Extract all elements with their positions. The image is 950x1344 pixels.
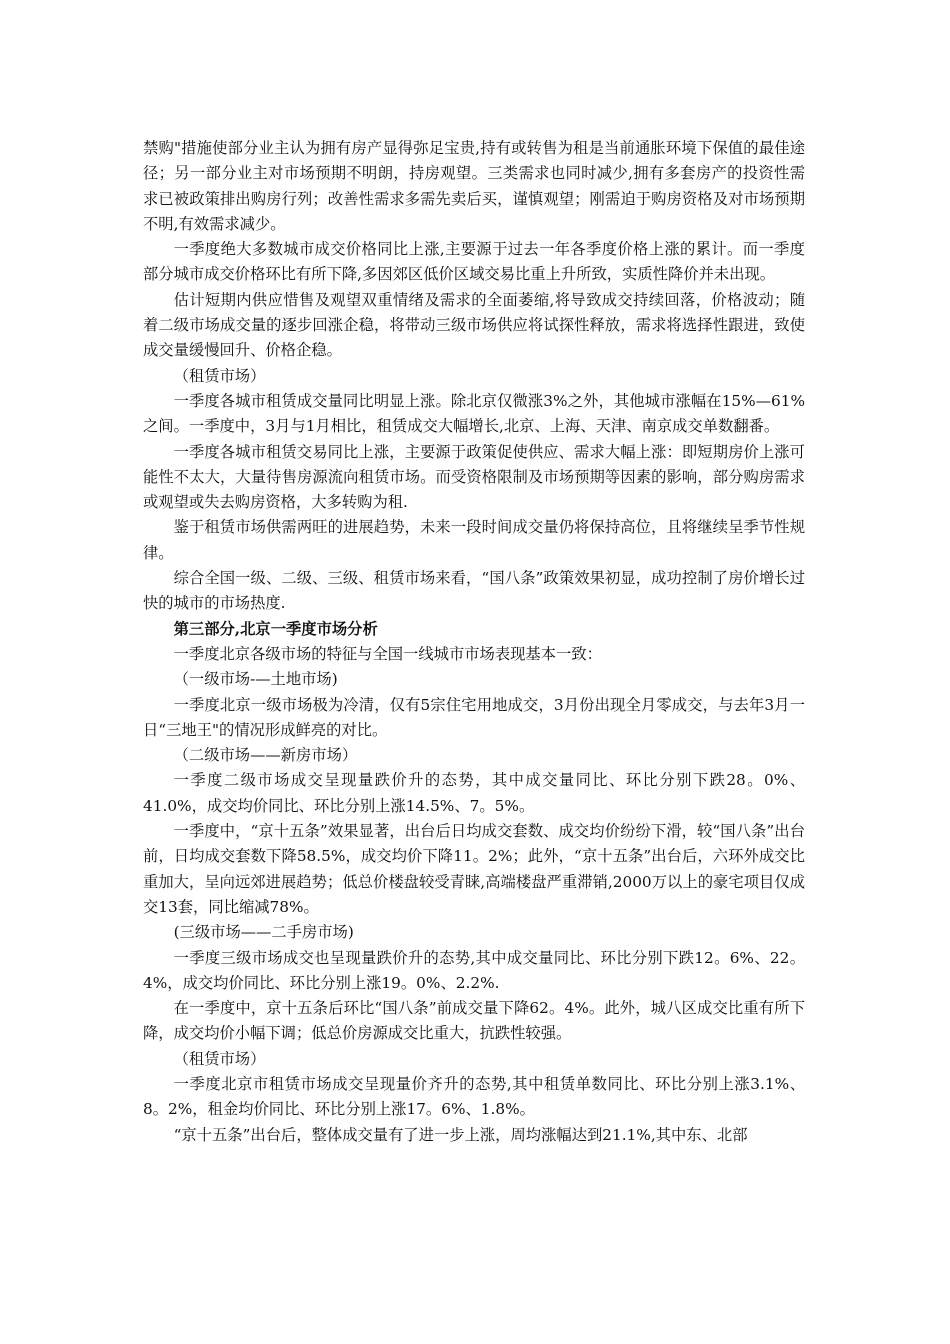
section-label-land-market: （一级市场-—土地市场) — [173, 670, 338, 689]
paragraph-purchase-restriction: 禁购"措施使部分业主认为拥有房产显得弥足宝贵,持有或转售为租是当前通胀环境下保值的最佳途径；另一部分业主对市场预期不明朗，持房观望。三类需求也同时减少,拥有多套房产的投资性需求已被政策排出购房行列；改善性需求多需先卖后买，谨慎观望；刚需迫于购房资格及对市场预期不明,有效需求减少。 — [143, 139, 805, 233]
paragraph-beijing-overview: 一季度北京各级市场的特征与全国一线城市市场表现基本一致： — [173, 644, 602, 663]
section-label-new-home-market: （二级市场——新房市场） — [173, 746, 358, 765]
paragraph-short-term-outlook: 估计短期内供应惜售及观望双重情绪及需求的全面萎缩,将导致成交持续回落，价格波动；随着二级市场成交量的逐步回涨企稳，将带动三级市场供应将试探性释放，需求将选择性跟进，致使成交量缓慢回升、价格企稳。 — [143, 290, 805, 360]
paragraph-rental-causes: 一季度各城市租赁交易同比上涨，主要源于政策促使供应、需求大幅上涨：即短期房价上涨可能性不太大，大量待售房源流向租赁市场。而受资格限制及市场预期等因素的影响，部分购房需求或观望或失去购房资格，大多转购为租. — [143, 442, 805, 512]
paragraph-new-home-policy-effect: 一季度中，“京十五条”效果显著，出台后日均成交套数、成交均价纷纷下滑，较“国八条”出台前，日均成交套数下降58.5%，成交均价下降11。2%；此外，“京十五条”出台后，六环外成交比重加大，呈向远郊进展趋势；低总价楼盘较受青睐,高端楼盘严重滞销,2000万以上的豪宅项目仅成交13套，同比缩减78%。 — [143, 822, 805, 916]
paragraph-beijing-rental-policy-effect: “京十五条”出台后，整体成交量有了进一步上涨，周均涨幅达到21.1%,其中东、北部 — [173, 1125, 748, 1144]
paragraph-land-market: 一季度北京一级市场极为冷清，仅有5宗住宅用地成交，3月份出现全月零成交，与去年3月一日“三地王"的情况形成鲜亮的对比。 — [143, 695, 805, 739]
paragraph-new-home-volume: 一季度二级市场成交呈现量跌价升的态势，其中成交量同比、环比分别下跌28。0%、41.0%，成交均价同比、环比分别上涨14.5%、7。5%。 — [143, 771, 805, 815]
section-heading-part-three: 第三部分,北京一季度市场分析 — [173, 619, 378, 638]
document-body — [143, 136, 805, 1148]
paragraph-beijing-rental-volume: 一季度北京市租赁市场成交呈现量价齐升的态势,其中租赁单数同比、环比分别上涨3.1%、8。2%，租金均价同比、环比分别上涨17。6%、1.8%。 — [143, 1074, 805, 1119]
paragraph-rental-outlook: 鉴于租赁市场供需两旺的进展趋势，未来一段时间成交量仍将保持高位，且将继续呈季节性规律。 — [143, 518, 805, 562]
section-label-second-hand-market: (三级市场——二手房市场) — [173, 923, 354, 942]
paragraph-price-trend: 一季度绝大多数城市成交价格同比上涨,主要源于过去一年各季度价格上涨的累计。而一季度部分城市成交价格环比有所下降,多因郊区低价区域交易比重上升所致，实质性降价并未出现。 — [143, 240, 805, 284]
paragraph-second-hand-policy-effect: 在一季度中，京十五条后环比“国八条”前成交量下降62。4%。此外，城八区成交比重有所下降，成交均价小幅下调；低总价房源成交比重大，抗跌性较强。 — [143, 999, 805, 1043]
section-label-beijing-rental-market: （租赁市场） — [173, 1049, 266, 1068]
section-label-rental-market: （租赁市场） — [173, 366, 266, 385]
paragraph-second-hand-volume: 一季度三级市场成交也呈现量跌价升的态势,其中成交量同比、环比分别下跌12。6%、22。4%，成交均价同比、环比分别上涨19。0%、2.2%. — [143, 948, 805, 992]
paragraph-rental-volume: 一季度各城市租赁成交量同比明显上涨。除北京仅微涨3%之外，其他城市涨幅在15%—61%之间。一季度中，3月与1月相比，租赁成交大幅增长,北京、上海、天津、南京成交单数翻番。 — [143, 391, 805, 436]
paragraph-national-summary: 综合全国一级、二级、三级、租赁市场来看，“国八条”政策效果初显，成功控制了房价增长过快的城市的市场热度. — [143, 569, 805, 613]
